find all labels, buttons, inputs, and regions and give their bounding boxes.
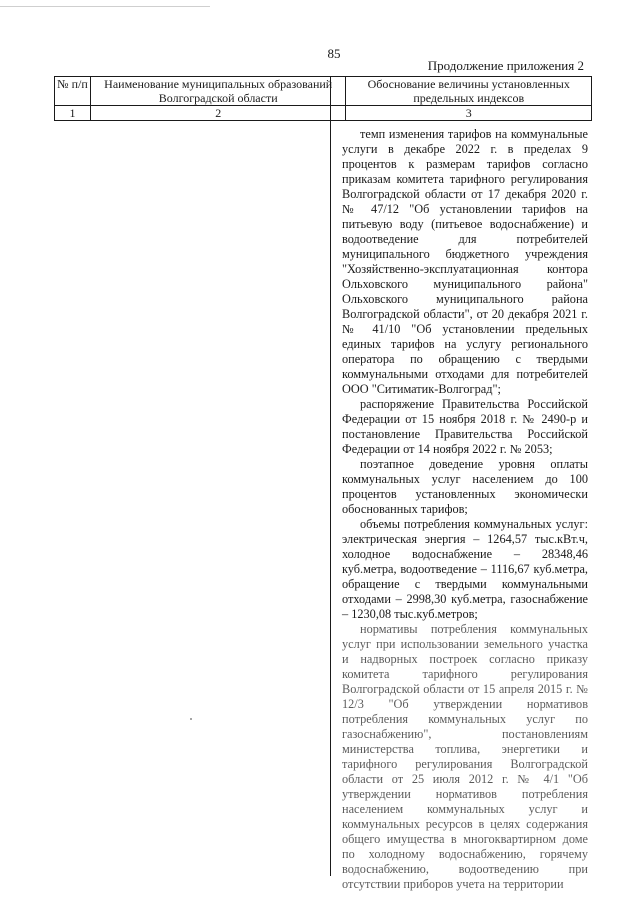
table-header: [54, 76, 592, 121]
paragraph-consumption-norms: нормативы потребления коммунальных услуг при использовании земельного участка и надворных построек согласно приказу комитета тарифного регулирования Волгоградской области от 15 апреля 2015 г. № 12/3 "Об утверждении нормативов потребления коммунальных услуг по газоснабжению", постановлениям министерства топлива, энергетики и тарифного регулирования Волгоградской области от 25 июля 2012 г. № 4/1 "Об утверждении нормативов потребления населением коммунальных услуг и коммунальных ресурсов в целях содержания общего имущества в многоквартирном доме по холодному водоснабжению, горячему водоснабжению, водоотведению при отсутствии приборов учета на территории: [342, 622, 588, 891]
scan-edge-line: [0, 6, 210, 7]
page-number: 85: [327, 46, 341, 61]
paragraph-tariff-change: темп изменения тарифов на коммунальные услуги в декабре 2022 г. в пределах 9 процентов к размерам тарифов согласно приказам комитета тарифного регулирования Волгоградской области от 17 декабря 2020 г. № 47/12 "Об установлении тарифов на питьевую воду (питьевое водоснабжение) и водоотведение для потребителей муниципального бюджетного учреждения "Хозяйственно-эксплуатационная контора Ольховского муниципального района" Ольховского муниципального района Волгоградской области", от 20 декабря 2021 г. № 41/10 "Об установлении предельных единых тарифов на услугу регионального оператора по обращению с твердыми коммунальными отходами для потребителей ООО "Ситиматик-Волгоград";: [342, 127, 588, 396]
column-divider-line: [330, 76, 331, 876]
column-header-justification: Обоснование величины установленных предельных индексов: [346, 77, 592, 106]
justification-text: [342, 127, 588, 892]
table-header-row: [55, 77, 592, 106]
column-number-1: 1: [55, 106, 91, 121]
paragraph-consumption-volumes: объемы потребления коммунальных услуг: электрическая энергия – 1264,57 тыс.кВт.ч, холодное водоснабжение – 28348,46 куб.метра, водоотведение – 1116,67 куб.метра, обращение с твердыми коммунальными отходами – 2998,30 куб.метра, газоснабжение – 1230,08 тыс.куб.метров;: [342, 517, 588, 621]
scan-speck: [190, 718, 192, 720]
table-column-numbers-row: [55, 106, 592, 121]
appendix-continuation-label: Продолжение приложения 2: [427, 58, 584, 73]
column-header-number: № п/п: [55, 77, 91, 106]
column-header-municipality: Наименование муниципальных образований Волгоградской области: [90, 77, 346, 106]
column-number-2: 2: [90, 106, 346, 121]
column-number-3: 3: [346, 106, 592, 121]
paragraph-payment-level: поэтапное доведение уровня оплаты коммунальных услуг населением до 100 процентов установленных экономически обоснованных тарифов;: [342, 457, 588, 516]
paragraph-government-order: распоряжение Правительства Российской Федерации от 15 ноября 2018 г. № 2490-р и постановление Правительства Российской Федерации от 14 ноября 2022 г. № 2053;: [342, 397, 588, 456]
